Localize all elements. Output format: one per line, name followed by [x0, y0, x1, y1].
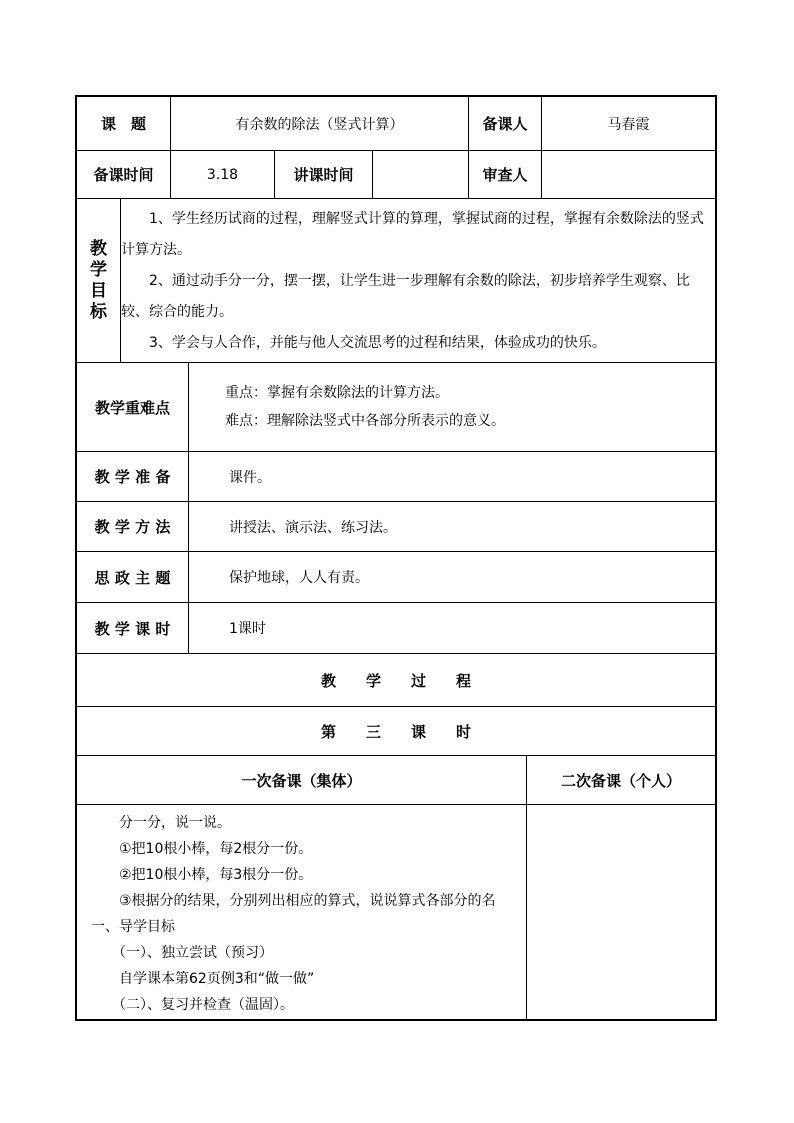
objectives-label-char: 目 [90, 280, 107, 301]
row-ideology [77, 552, 715, 603]
lecture-time-value [373, 151, 469, 198]
body-line: ③根据分的结果，分别列出相应的算式，说说算式各部分的名一、导学目标 [91, 893, 496, 935]
row-hours [77, 603, 715, 654]
objectives-label [77, 199, 121, 362]
hours-label: 教 学 课 时 [77, 603, 189, 653]
row-objectives [77, 199, 715, 363]
objective-item: 1、学生经历试商的过程，理解竖式计算的算理，掌握试商的过程，掌握有余数除法的竖式计算方法。 [121, 211, 704, 258]
key-point-line: 难点：理解除法竖式中各部分所表示的意义。 [225, 413, 505, 429]
body-line: （一）、独立尝试（预习） [91, 945, 273, 961]
ideology-value: 保护地球，人人有责。 [229, 570, 369, 586]
process-title: 教 学 过 程 [320, 671, 471, 690]
lecture-time-label: 讲课时间 [275, 151, 373, 198]
row-method [77, 502, 715, 552]
prep-time-label: 备课时间 [77, 151, 171, 198]
hours-value: 1课时 [229, 621, 266, 637]
key-point-line: 重点：掌握有余数除法的计算方法。 [225, 385, 449, 401]
body-line: 分一分，说一说。 [91, 815, 231, 831]
body-line: 自学课本第62页例3和“做一做” [91, 971, 315, 987]
preparation-value: 课件。 [229, 469, 271, 486]
objective-item: 3、学会与人合作，并能与他人交流思考的过程和结果，体验成功的快乐。 [149, 335, 606, 351]
row-body [77, 805, 715, 1019]
objectives-label-char: 学 [90, 259, 107, 280]
key-points-text [225, 379, 505, 435]
row-preparation [77, 452, 715, 502]
lesson-plan-table [75, 95, 717, 1021]
key-points-label: 教学重难点 [77, 363, 189, 451]
preparer-value: 马春霞 [607, 116, 650, 133]
lesson-title: 第 三 课 时 [320, 722, 471, 741]
body-line: （二）、复习并检查（温固）。 [91, 997, 294, 1013]
preparer-label: 备课人 [469, 97, 542, 150]
reviewer-value [542, 151, 715, 198]
objectives-text [121, 204, 709, 359]
method-value: 讲授法、演示法、练习法。 [229, 519, 397, 536]
row-process-title [77, 654, 715, 707]
reviewer-label: 审查人 [469, 151, 542, 198]
second-prep-cell [527, 805, 715, 1019]
row-column-headers [77, 756, 715, 805]
row-lesson-title [77, 707, 715, 756]
objectives-label-char: 教 [90, 238, 107, 259]
first-prep-cell [77, 805, 527, 1019]
objectives-label-char: 标 [90, 301, 107, 322]
topic-value: 有余数的除法（竖式计算） [171, 97, 469, 150]
second-prep-header: 二次备课（个人） [560, 771, 681, 790]
preparation-label: 教 学 准 备 [77, 452, 189, 501]
objective-item: 2、通过动手分一分，摆一摆，让学生进一步理解有余数的除法，初步培养学生观察、比较、综合的能力。 [121, 273, 690, 320]
method-label: 教 学 方 法 [77, 502, 189, 551]
topic-label: 课 题 [77, 97, 171, 150]
first-prep-text [91, 810, 518, 1018]
prep-time-value: 3.18 [171, 151, 275, 198]
body-line: ①把10根小棒，每2根分一份。 [91, 841, 313, 857]
body-line: ②把10根小棒，每3根分一份。 [91, 867, 313, 883]
first-prep-header: 一次备课（集体） [77, 756, 527, 804]
ideology-label: 思 政 主 题 [77, 552, 189, 602]
row-times [77, 151, 715, 199]
row-key-points [77, 363, 715, 452]
row-topic [77, 97, 715, 151]
